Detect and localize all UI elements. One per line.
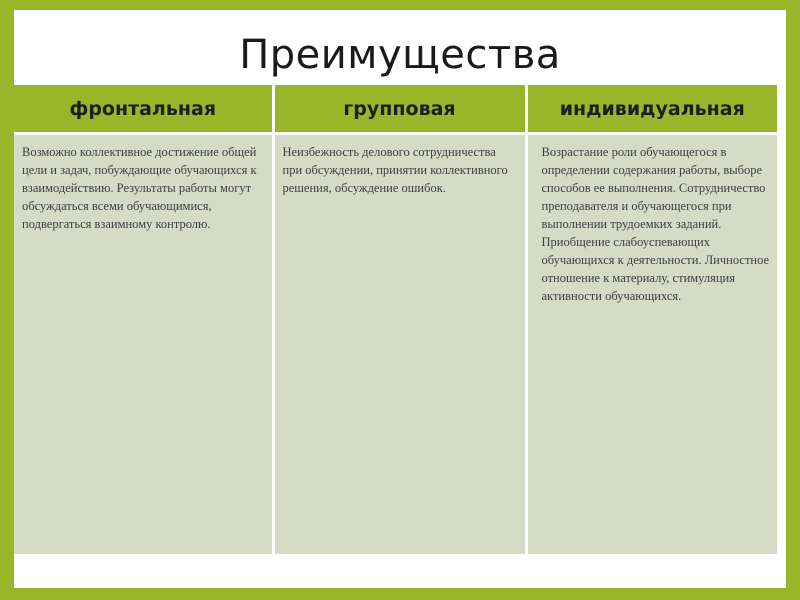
table-header-row — [14, 85, 777, 134]
header-frontal: фронтальная — [14, 85, 273, 134]
table-row — [14, 134, 777, 555]
slide — [14, 10, 786, 588]
cell-frontal: Возможно коллективное достижение общей цели и задач, побуждающие обучающихся к взаимодействию. Результаты работы могут обсуждаться всеми обучающимися, подвергаться взаимному контролю. — [14, 134, 273, 555]
cell-individual: Возрастание роли обучающегося в определении содержания работы, выборе способов ее выполнения. Сотрудничество преподавателя и обучающегося при выполнении трудоемких заданий. Приобщение слабоуспевающих обучающихся к деятельности. Личностное отношение к материалу, стимуляция активности обучающихся. — [526, 134, 777, 555]
advantages-table — [14, 85, 777, 554]
header-group: групповая — [273, 85, 526, 134]
cell-group: Неизбежность делового сотрудничества при обсуждении, принятии коллективного решения, обсуждение ошибок. — [273, 134, 526, 555]
header-individual: индивидуальная — [526, 85, 777, 134]
slide-title: Преимущества — [239, 32, 561, 78]
